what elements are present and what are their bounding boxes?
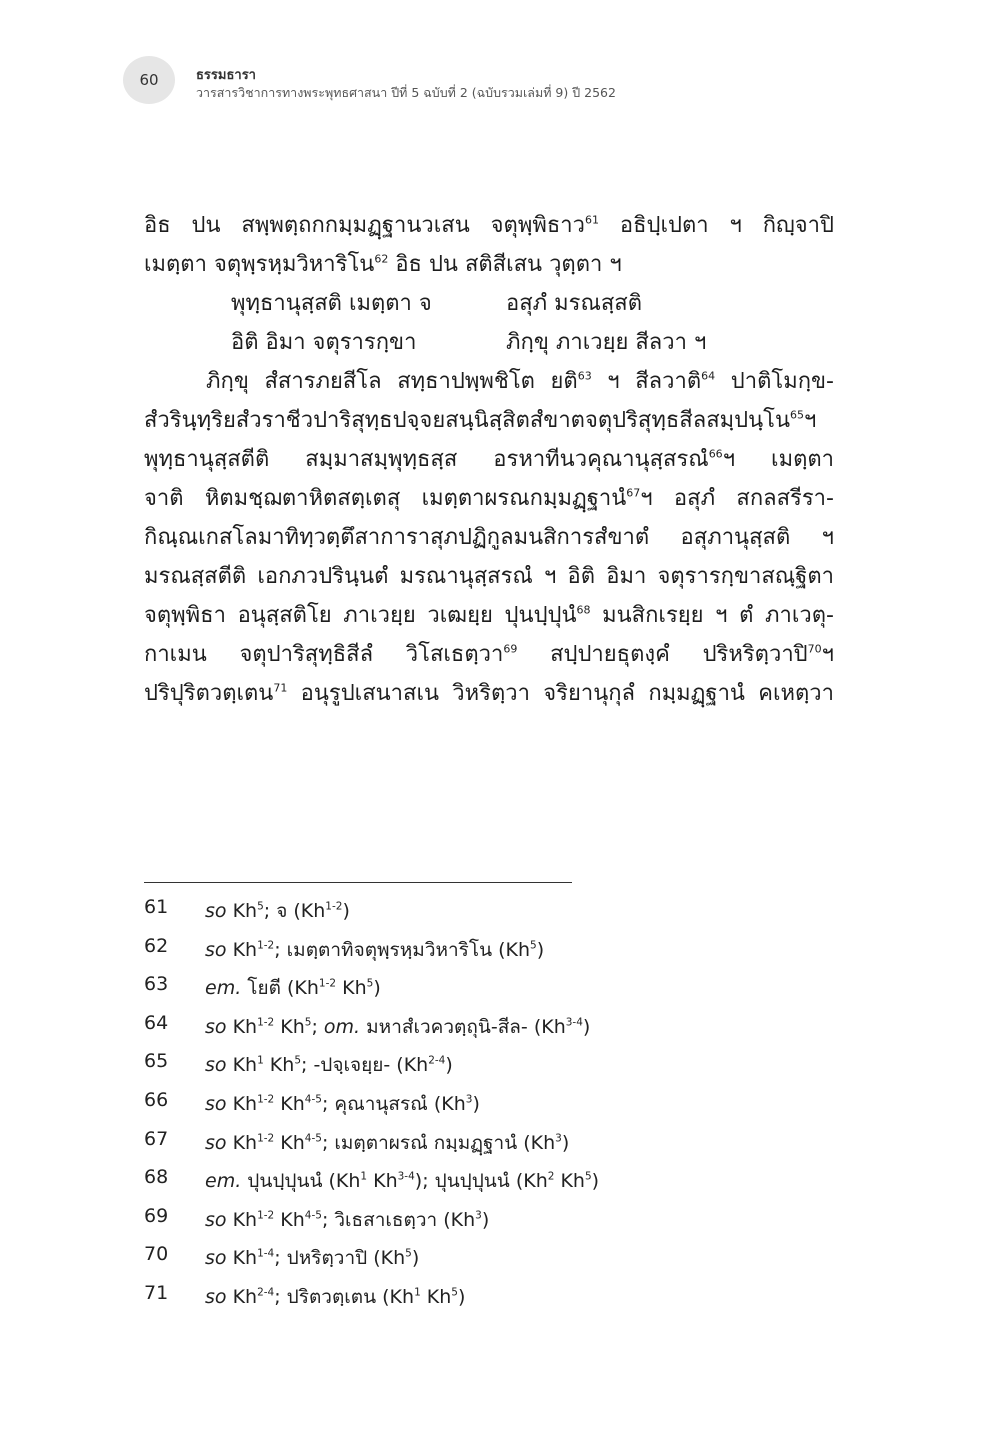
- journal-title: ธรรมธารา: [196, 68, 256, 83]
- manuscript-superscript: 2-4: [428, 1055, 446, 1068]
- text-line-8: จาติ หิตมชฺฌตาหิตสตฺเตสุ เมตฺตาผรณกมฺมฏฺฐานํ$^{67}$ฯ อสุภํ สกลสรีรา-: [144, 486, 834, 511]
- footnote-segment: ): [457, 1285, 466, 1308]
- verse-line-2: [144, 323, 834, 362]
- footnote-item: [144, 1012, 844, 1051]
- footnote-item: [144, 896, 844, 935]
- manuscript-superscript: 3: [475, 1209, 482, 1222]
- footnote-item: [144, 1205, 844, 1244]
- text-line-9: กิณฺณเกสโลมาทิทฺวตฺตึสาการาสุภปฏิกูลมนสิการสํขาตํ อสุภานุสฺสติ ฯ: [144, 525, 834, 550]
- main-text: [144, 206, 834, 713]
- footnote-segment: Kh: [226, 1208, 258, 1231]
- footnote-text: [205, 1205, 489, 1235]
- footnote-segment: Kh: [274, 1092, 305, 1115]
- footnote-segment: ): [472, 1092, 480, 1115]
- footnote-ref: 67: [626, 486, 641, 500]
- footnote-segment: Kh: [554, 1170, 585, 1193]
- verse-line-1: [144, 284, 834, 323]
- footnote-segment: มหาสํเวควตฺถุนิ-สีล- (Kh: [360, 1015, 566, 1038]
- footnote-segment: ; เมตฺตาทิจตุพฺรหฺมวิหาริโน (Kh: [274, 938, 531, 961]
- footnote-segment: Kh: [274, 1208, 305, 1231]
- footnote-item: [144, 1282, 844, 1321]
- manuscript-superscript: 1-2: [257, 939, 275, 952]
- footnote-ref: 64: [701, 369, 716, 383]
- footnote-number: 61: [144, 896, 169, 918]
- footnote-segment: Kh: [367, 1170, 398, 1193]
- text-line-5: ภิกฺขุ สํสารภยสีโล สทฺธาปพฺพชิโต ยติ$^{63}$ ฯ สีลวาติ$^{64}$ ปาติโมกฺข-: [206, 369, 834, 394]
- footnote-item: [144, 1128, 844, 1167]
- footnote-ref: 65: [789, 408, 804, 422]
- footnote-segment: โยตี (Kh: [241, 977, 319, 1000]
- manuscript-superscript: 1: [257, 1055, 264, 1068]
- text-line-10: มรณสฺสตีติ เอกภวปรินฺนตํ มรณานุสฺสรณํ ฯ อิติ อิมา จตุรารกฺขาสณฺฐิตา: [144, 564, 834, 589]
- footnote-segment: ; ปริตวตฺเตน (Kh: [274, 1285, 415, 1308]
- manuscript-superscript: 1: [414, 1286, 421, 1299]
- footnote-item: [144, 935, 844, 974]
- footnote-text: [205, 1282, 465, 1312]
- verse-left: อิติ อิมา จตุรารกฺขา: [231, 330, 417, 355]
- editorial-abbrev: so: [205, 900, 227, 922]
- footnote-segment: ; จ (Kh: [263, 900, 326, 922]
- editorial-abbrev: so: [205, 1285, 227, 1308]
- manuscript-superscript: 5: [304, 1016, 312, 1029]
- text-line-12: กาเมน จตุปาริสุทฺธิสีลํ วิโสเธตฺวา$^{69}$ สปฺปายธุตงฺคํ ปริหริตฺวาปิ$^{70}$ฯ: [144, 642, 834, 667]
- footnote-segment: ปุนปฺปุนนํ (Kh: [241, 1170, 361, 1193]
- journal-subtitle: วารสารวิชาการทางพระพุทธศาสนา ปีที่ 5 ฉบับที่ 2 (ฉบับรวมเล่มที่ 9) ปี 2562: [196, 85, 616, 100]
- footnote-text: [205, 1243, 419, 1273]
- editorial-abbrev: so: [205, 1247, 227, 1270]
- manuscript-superscript: 3-4: [397, 1170, 415, 1183]
- footnote-segment: ; เมตฺตาผรณํ กมฺมฏฺฐานํ (Kh: [321, 1131, 556, 1154]
- manuscript-superscript: 1-2: [318, 977, 337, 990]
- manuscript-superscript: 1-2: [325, 900, 343, 913]
- footnote-text: [205, 1089, 480, 1119]
- footnote-segment: ): [561, 1131, 570, 1154]
- footnote-text: [205, 935, 544, 965]
- footnote-segment: ): [582, 1015, 591, 1038]
- text-line-1: อิธ ปน สพฺพตฺถกกมฺมฏฺฐานวเสน จตุพฺพิธาว$^{61}$ อธิปฺเปตา ฯ กิญฺจาปิ: [144, 213, 835, 238]
- footnote-segment: Kh: [274, 1131, 305, 1154]
- footnote-ref: 63: [577, 369, 592, 383]
- footnote-segment: ): [536, 938, 545, 961]
- footnote-number: 71: [144, 1281, 169, 1304]
- editorial-abbrev: om.: [323, 1015, 361, 1038]
- footnote-segment: ; วิเธสาเธตฺวา (Kh: [321, 1208, 476, 1231]
- footnote-ref: 71: [273, 681, 288, 695]
- footnote-segment: ): [481, 1208, 490, 1231]
- footnote-number: 64: [144, 1011, 169, 1034]
- manuscript-superscript: 2-4: [257, 1286, 275, 1299]
- manuscript-superscript: 5: [451, 1286, 458, 1299]
- footnote-ref: 66: [708, 447, 723, 461]
- manuscript-superscript: 1-4: [257, 1248, 275, 1261]
- manuscript-superscript: 2: [547, 1170, 555, 1183]
- footnote-segment: Kh: [226, 1092, 258, 1115]
- footnote-text: [205, 1012, 590, 1042]
- footnote-number: 66: [144, 1088, 169, 1111]
- footnote-segment: ): [342, 900, 350, 922]
- footnote-segment: ; -ปจฺเจยฺย- (Kh: [301, 1054, 429, 1077]
- footnote-ref: 62: [374, 252, 389, 266]
- footnote-item: [144, 1089, 844, 1128]
- footnote-segment: Kh: [226, 900, 258, 922]
- footnote-segment: Kh: [226, 1131, 258, 1154]
- footnote-text: [205, 1050, 453, 1080]
- footnote-number: 70: [144, 1243, 169, 1266]
- manuscript-superscript: 1: [360, 1170, 368, 1183]
- editorial-abbrev: so: [205, 1208, 227, 1231]
- footnote-item: [144, 1050, 844, 1089]
- footnote-segment: ; ปหริตฺวาปิ (Kh: [274, 1247, 406, 1270]
- text-line-2: เมตฺตา จตุพฺรหฺมวิหาริโน$^{62}$ อิธ ปน สติสีเสน วุตฺตา ฯ: [144, 252, 622, 277]
- footnote-number: 62: [144, 934, 169, 957]
- footnote-segment: Kh: [420, 1285, 452, 1308]
- text-line-6: สํวรินฺทฺริยสํวราชีวปาริสุทฺธปจฺจยสนฺนิสฺสิตสํขาตจตุปริสุทฺธสีลสมฺปนฺโน$^{65}$ฯ: [144, 408, 817, 433]
- manuscript-superscript: 5: [405, 1248, 412, 1261]
- page-number: 60: [139, 71, 159, 89]
- verse-right: อสุภํ มรณสฺสติ: [506, 291, 643, 316]
- footnote-segment: ); ปุนปฺปุนนํ (Kh: [414, 1170, 548, 1193]
- editorial-abbrev: so: [205, 1092, 227, 1115]
- footnote-number: 67: [144, 1127, 169, 1150]
- manuscript-superscript: 5: [584, 1170, 592, 1183]
- footnote-segment: Kh: [274, 1015, 305, 1038]
- footnote-number: 63: [144, 973, 169, 996]
- verse-right: ภิกฺขุ ภาเวยฺย สีลวา ฯ: [506, 330, 707, 355]
- footnote-segment: Kh: [336, 977, 367, 1000]
- editorial-abbrev: so: [205, 1015, 227, 1038]
- footnote-ref: 69: [503, 642, 518, 656]
- footnote-item: [144, 973, 844, 1012]
- footnote-segment: ): [445, 1054, 453, 1077]
- manuscript-superscript: 5: [530, 939, 537, 952]
- footnote-item: [144, 1166, 844, 1205]
- footnote-ref: 61: [584, 213, 599, 227]
- text-line-13: ปริปุริตวตฺเตน$^{71}$ อนุรูปเสนาสเน วิหริตฺวา จริยานุกุลํ กมฺมฏฺฐานํ คเหตฺวา: [144, 681, 834, 706]
- footnote-segment: Kh: [226, 1015, 258, 1038]
- footnote-segment: ; คุณานุสรณํ (Kh: [321, 1092, 466, 1115]
- footnote-item: [144, 1243, 844, 1282]
- manuscript-superscript: 4-5: [304, 1132, 322, 1145]
- footnote-number: 68: [144, 1166, 169, 1189]
- manuscript-superscript: 4-5: [304, 1209, 322, 1222]
- manuscript-superscript: 1-2: [257, 1016, 275, 1029]
- manuscript-superscript: 1-2: [257, 1132, 275, 1145]
- footnote-text: [205, 973, 381, 1003]
- footnote-text: [205, 1128, 569, 1158]
- manuscript-superscript: 5: [294, 1055, 301, 1068]
- footnote-divider: [144, 882, 572, 883]
- footnote-text: [205, 896, 350, 926]
- manuscript-superscript: 5: [366, 977, 374, 990]
- footnote-segment: ): [373, 977, 381, 1000]
- footnote-segment: ): [411, 1247, 420, 1270]
- footnote-segment: ;: [311, 1015, 324, 1038]
- manuscript-superscript: 3: [465, 1093, 473, 1106]
- editorial-abbrev: so: [205, 938, 227, 961]
- manuscript-superscript: 5: [257, 900, 264, 913]
- editorial-abbrev: em.: [205, 1170, 242, 1193]
- text-line-11: จตุพฺพิธา อนุสฺสติโย ภาเวยฺย วเฒยฺย ปุนปฺปุนํ$^{68}$ มนสิกเรยฺย ฯ ตํ ภาเวตุ-: [144, 603, 834, 628]
- footnote-number: 65: [144, 1050, 169, 1073]
- manuscript-superscript: 4-5: [304, 1093, 322, 1106]
- manuscript-superscript: 3-4: [565, 1016, 583, 1029]
- footnote-segment: Kh: [226, 1054, 258, 1077]
- footnote-segment: Kh: [263, 1054, 295, 1077]
- verse-left: พุทฺธานุสฺสติ เมตฺตา จ: [231, 291, 432, 316]
- footnote-segment: Kh: [226, 938, 258, 961]
- text-line-7: พุทฺธานุสฺสตีติ สมฺมาสมฺพุทฺธสฺส อรหาทีนวคุณานุสฺสรณํ$^{66}$ฯ เมตฺตา: [144, 447, 835, 472]
- editorial-abbrev: so: [205, 1131, 227, 1154]
- footnote-ref: 68: [576, 603, 591, 617]
- manuscript-superscript: 1-2: [257, 1209, 275, 1222]
- manuscript-superscript: 3: [555, 1132, 562, 1145]
- footnote-ref: 70: [807, 642, 822, 656]
- editorial-abbrev: em.: [205, 977, 242, 1000]
- footnote-segment: ): [591, 1170, 600, 1193]
- footnote-text: [205, 1166, 599, 1196]
- manuscript-superscript: 1-2: [257, 1093, 275, 1106]
- page-number-badge: [123, 56, 175, 104]
- footnote-list: [144, 896, 844, 1321]
- editorial-abbrev: so: [205, 1054, 227, 1077]
- footnote-segment: Kh: [226, 1285, 258, 1308]
- footnote-segment: Kh: [226, 1247, 258, 1270]
- footnote-number: 69: [144, 1204, 169, 1227]
